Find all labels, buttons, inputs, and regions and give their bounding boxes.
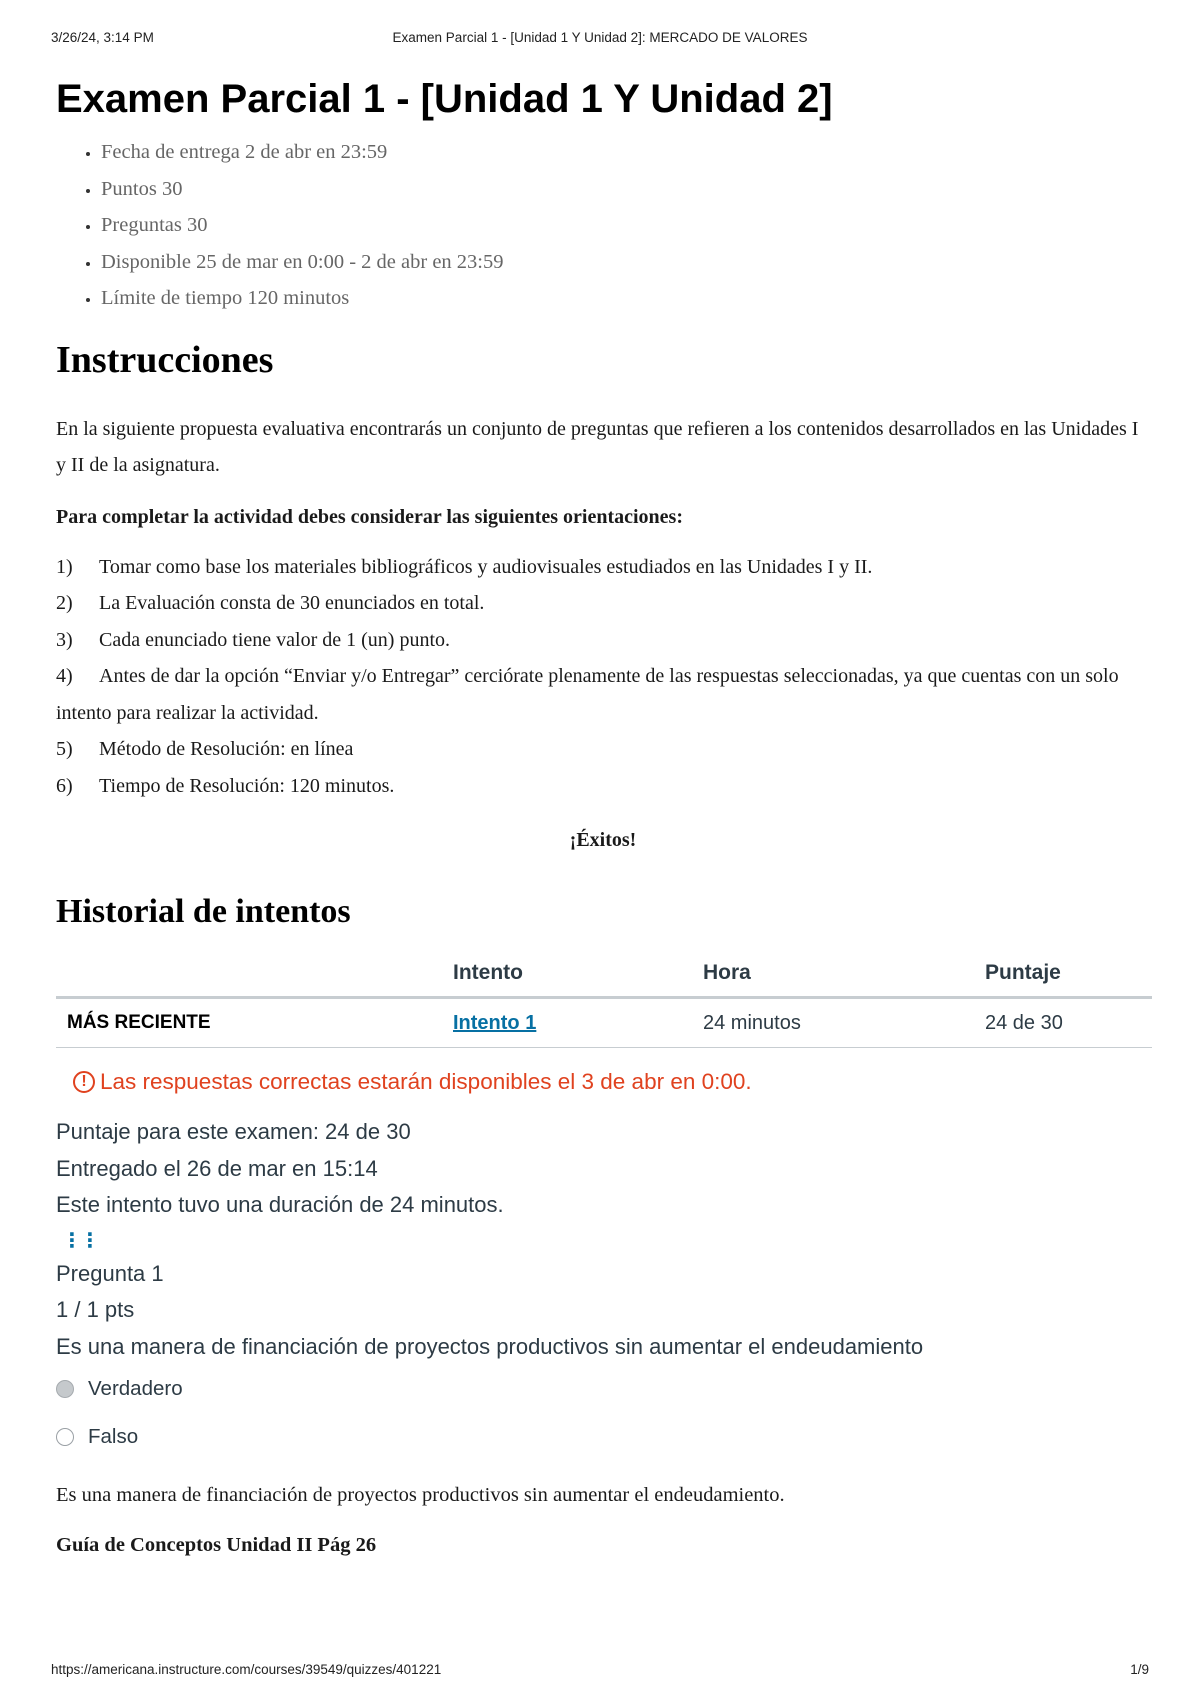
instructions-orientation: Para completar la actividad debes considerar las siguientes orientaciones: [56,505,683,528]
table-header-row [56,950,1152,998]
instruction-step: 6) Tiempo de Resolución: 120 minutos. [56,774,395,797]
print-header [51,30,1149,50]
column-header-score: Puntaje [974,950,1152,998]
answer-reference: Guía de Conceptos Unidad II Pág 26 [56,1534,377,1556]
answer-explanation: Es una manera de financiación de proyectos productivos sin aumentar el endeudamiento. [56,1484,785,1506]
detail-questions: • Preguntas 30 [101,207,1150,244]
drag-handle-icon[interactable]: ⋮⋮ [62,1229,98,1252]
instruction-step: 3) Cada enunciado tiene valor de 1 (un) punto. [56,628,450,651]
instructions-closing: ¡Éxitos! [569,829,637,851]
question-1 [56,1256,1150,1564]
print-footer [51,1662,1149,1682]
print-page-title: Examen Parcial 1 - [Unidad 1 Y Unidad 2]: MERCADO DE VALORES [392,30,808,45]
notice-text: Las respuestas correctas estarán disponibles el 3 de abr en 0:00. [100,1069,752,1094]
attempt-label: MÁS RECIENTE [56,998,442,1048]
instruction-step: 1) Tomar como base los materiales bibliográficos y audiovisuales estudiados en las Unidades I y II. [56,555,873,578]
quiz-title: Examen Parcial 1 - [Unidad 1 Y Unidad 2] [56,77,833,121]
attempt-history-table [56,950,1152,1048]
correct-answers-notice [73,1062,1150,1102]
answer-option-true[interactable] [56,1365,1150,1413]
instruction-step: 4) Antes de dar la opción “Enviar y/o Entregar” cerciórate plenamente de las respuestas seleccionadas, ya que cuentas con un solo intento para realizar la actividad. [56,665,1119,724]
instructions-intro: En la siguiente propuesta evaluativa encontrarás un conjunto de preguntas que refieren a los contenidos desarrollados en las Unidades I y II de la asignatura. [56,417,1139,476]
question-points: 1 / 1 pts [56,1297,135,1322]
quiz-details-list [56,134,1150,317]
instruction-step: 5) Método de Resolución: en línea [56,738,354,760]
table-row [56,998,1152,1048]
attempt-score: 24 de 30 [974,998,1152,1048]
quiz-content [56,70,1150,1563]
detail-available: • Disponible 25 de mar en 0:00 - 2 de abr en 23:59 [101,244,1150,281]
answer-label: Falso [88,1425,139,1448]
print-datetime: 3/26/24, 3:14 PM [51,30,154,45]
answer-option-false[interactable] [56,1413,1150,1461]
detail-due-date: • Fecha de entrega 2 de abr en 23:59 [101,134,1150,171]
summary-submitted: Entregado el 26 de mar en 15:14 [56,1155,378,1181]
print-url: https://americana.instructure.com/courses/39549/quizzes/401221 [51,1662,442,1677]
question-title: Pregunta 1 [56,1260,164,1286]
warning-icon: ! [73,1071,95,1093]
radio-selected-icon[interactable] [56,1380,74,1398]
column-header-label [56,950,442,998]
summary-score: Puntaje para este examen: 24 de 30 [56,1119,411,1144]
attempt-link[interactable]: Intento 1 [453,1011,537,1034]
answer-label: Verdadero [88,1377,183,1400]
column-header-time: Hora [692,950,974,998]
detail-points: • Puntos 30 [101,171,1150,208]
attempt-cell [442,998,692,1048]
history-heading: Historial de intentos [56,893,351,930]
attempt-time: 24 minutos [692,998,974,1048]
attempt-summary [56,1114,1150,1224]
question-text: Es una manera de financiación de proyectos productivos sin aumentar el endeudamiento [56,1333,924,1359]
instructions-steps [56,549,1150,805]
radio-unselected-icon[interactable] [56,1428,74,1446]
summary-duration: Este intento tuvo una duración de 24 minutos. [56,1192,504,1217]
column-header-attempt: Intento [442,950,692,998]
instruction-step: 2) La Evaluación consta de 30 enunciados en total. [56,592,485,614]
detail-time-limit: • Límite de tiempo 120 minutos [101,280,1150,317]
instructions-heading: Instrucciones [56,338,274,381]
print-page-number: 1/9 [1130,1662,1149,1677]
